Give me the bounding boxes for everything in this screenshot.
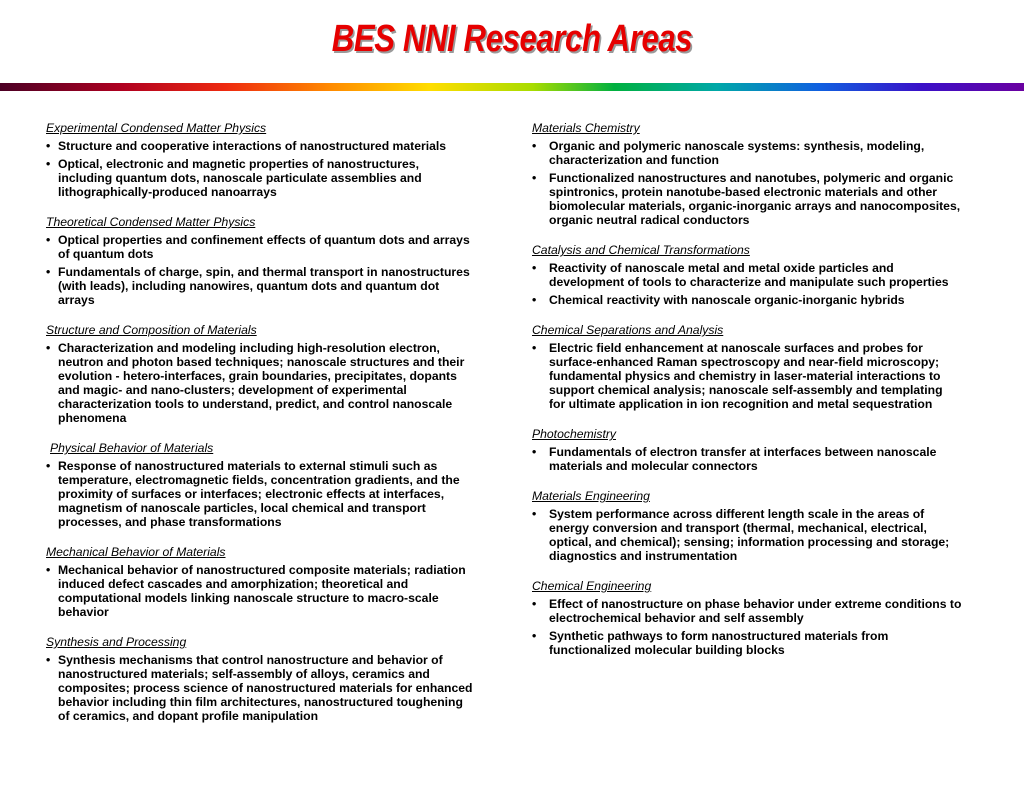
bullet-icon: • [46, 459, 51, 473]
list-item [46, 563, 476, 619]
section-synthesis-and-processing [46, 635, 476, 723]
list-item-text: Functionalized nanostructures and nanotubes, polymeric and organic spintronics, protein nanotube-based electronic materials and other biomolecular materials, organic-inorganic arrays and nanocomposites, organic neutral radical conductors [549, 171, 961, 227]
section-theoretical-condensed-matter-physics [46, 215, 476, 307]
list-item-text: Effect of nanostructure on phase behavior under extreme conditions to electrochemical behavior and self assembly [549, 597, 962, 625]
section-heading: Experimental Condensed Matter Physics [46, 121, 267, 135]
bullet-icon: • [532, 507, 537, 521]
section-materials-engineering [532, 489, 962, 563]
list-item-text: Electric field enhancement at nanoscale surfaces and probes for surface-enhanced Raman spectroscopy and near-field microscopy; fundamental physics and chemistry in laser-material interactions to support chemical analysis; nanoscale self-assembly and templating for ultimate application in ion recognition and metal sequestration [549, 341, 943, 411]
list-item-text: Structure and cooperative interactions of nanostructured materials [58, 139, 447, 153]
section-chemical-separations [532, 323, 962, 411]
section-heading: Materials Engineering [532, 489, 650, 503]
list-item-text: Optical, electronic and magnetic properties of nanostructures, including quantum dots, nanoscale particulate assemblies and lithographically-produced nanoarrays [58, 157, 422, 199]
list-item-text: Reactivity of nanoscale metal and metal oxide particles and development of tools to characterize and manipulate such properties [549, 261, 949, 289]
section-chemical-engineering [532, 579, 962, 657]
list-item [532, 341, 962, 411]
section-heading: Chemical Engineering [532, 579, 652, 593]
section-mechanical-behavior [46, 545, 476, 619]
list-item [532, 261, 962, 289]
bullet-icon: • [46, 157, 51, 171]
list-item-text: Characterization and modeling including high-resolution electron, neutron and photon based techniques; nanoscale structures and their evolution - hetero-interfaces, grain boundaries, precipitates, dopants and magic- and nano-clusters; development of experimental characterization tools to understand, predict, and control nanoscale phenomena [58, 341, 465, 425]
list-item-text: Chemical reactivity with nanoscale organic-inorganic hybrids [549, 293, 905, 307]
bullet-icon: • [532, 293, 537, 307]
bullet-icon: • [46, 563, 51, 577]
list-item [46, 139, 476, 153]
section-heading: Catalysis and Chemical Transformations [532, 243, 750, 257]
section-heading: Mechanical Behavior of Materials [46, 545, 226, 559]
list-item-text: Fundamentals of charge, spin, and thermal transport in nanostructures (with leads), including nanowires, quantum dots and quantum dot arrays [58, 265, 470, 307]
section-heading: Materials Chemistry [532, 121, 640, 135]
section-heading: Theoretical Condensed Matter Physics [46, 215, 256, 229]
list-item [532, 507, 962, 563]
list-item-text: Mechanical behavior of nanostructured composite materials; radiation induced defect cascades and amorphization; theoretical and computational models linking nanoscale structure to macro-scale behavior [58, 563, 466, 619]
list-item [532, 597, 962, 625]
bullet-icon: • [532, 629, 537, 643]
list-item [532, 293, 962, 307]
list-item [46, 653, 476, 723]
bullet-icon: • [46, 265, 51, 279]
list-item [46, 341, 476, 425]
left-column [46, 121, 476, 739]
list-item-text: Synthesis mechanisms that control nanostructure and behavior of nanostructured materials; self-assembly of alloys, ceramics and composites; process science of nanostructured materials for enhanced behavior including thin film architectures, nanostructured toughening of ceramics, and dopant profile manipulation [58, 653, 473, 723]
list-item-text: Synthetic pathways to form nanostructured materials from functionalized molecular building blocks [549, 629, 889, 657]
section-photochemistry [532, 427, 962, 473]
list-item [532, 139, 962, 167]
list-item-text: System performance across different length scale in the areas of energy conversion and transport (thermal, mechanical, electrical, optical, and chemical); sensing; information processing and storage; diagnostics and instrumentation [549, 507, 950, 563]
bullet-icon: • [46, 233, 51, 247]
bullet-icon: • [532, 597, 537, 611]
section-catalysis [532, 243, 962, 307]
bullet-icon: • [532, 139, 537, 153]
section-physical-behavior [46, 441, 476, 529]
list-item [46, 459, 476, 529]
section-heading: Structure and Composition of Materials [46, 323, 257, 337]
bullet-icon: • [46, 139, 51, 153]
rainbow-divider [0, 83, 1024, 91]
list-item [46, 233, 476, 261]
bullet-icon: • [532, 341, 537, 355]
list-item-text: Response of nanostructured materials to external stimuli such as temperature, electromagnetic fields, concentration gradients, and the proximity of surfaces or interfaces; electronic effects at interfaces, magnetism of nanoscale particles, local chemical and transport processes, and phase transformations [58, 459, 460, 529]
bullet-icon: • [532, 171, 537, 185]
section-heading: Chemical Separations and Analysis [532, 323, 724, 337]
bullet-icon: • [532, 261, 537, 275]
bullet-icon: • [532, 445, 537, 459]
list-item-text: Optical properties and confinement effects of quantum dots and arrays of quantum dots [58, 233, 470, 261]
section-heading: Physical Behavior of Materials [50, 441, 214, 455]
list-item [46, 157, 476, 199]
section-heading: Photochemistry [532, 427, 616, 441]
section-structure-and-composition [46, 323, 476, 425]
bullet-icon: • [46, 341, 51, 355]
bullet-icon: • [46, 653, 51, 667]
page-title: BES NNI Research Areas [331, 18, 693, 60]
list-item [532, 171, 962, 227]
list-item-text: Fundamentals of electron transfer at interfaces between nanoscale materials and molecular connectors [549, 445, 937, 473]
right-column [532, 121, 962, 673]
section-heading: Synthesis and Processing [46, 635, 187, 649]
list-item-text: Organic and polymeric nanoscale systems: synthesis, modeling, characterization and function [549, 139, 925, 167]
section-experimental-condensed-matter-physics [46, 121, 476, 199]
section-materials-chemistry [532, 121, 962, 227]
list-item [532, 629, 962, 657]
list-item [46, 265, 476, 307]
list-item [532, 445, 962, 473]
